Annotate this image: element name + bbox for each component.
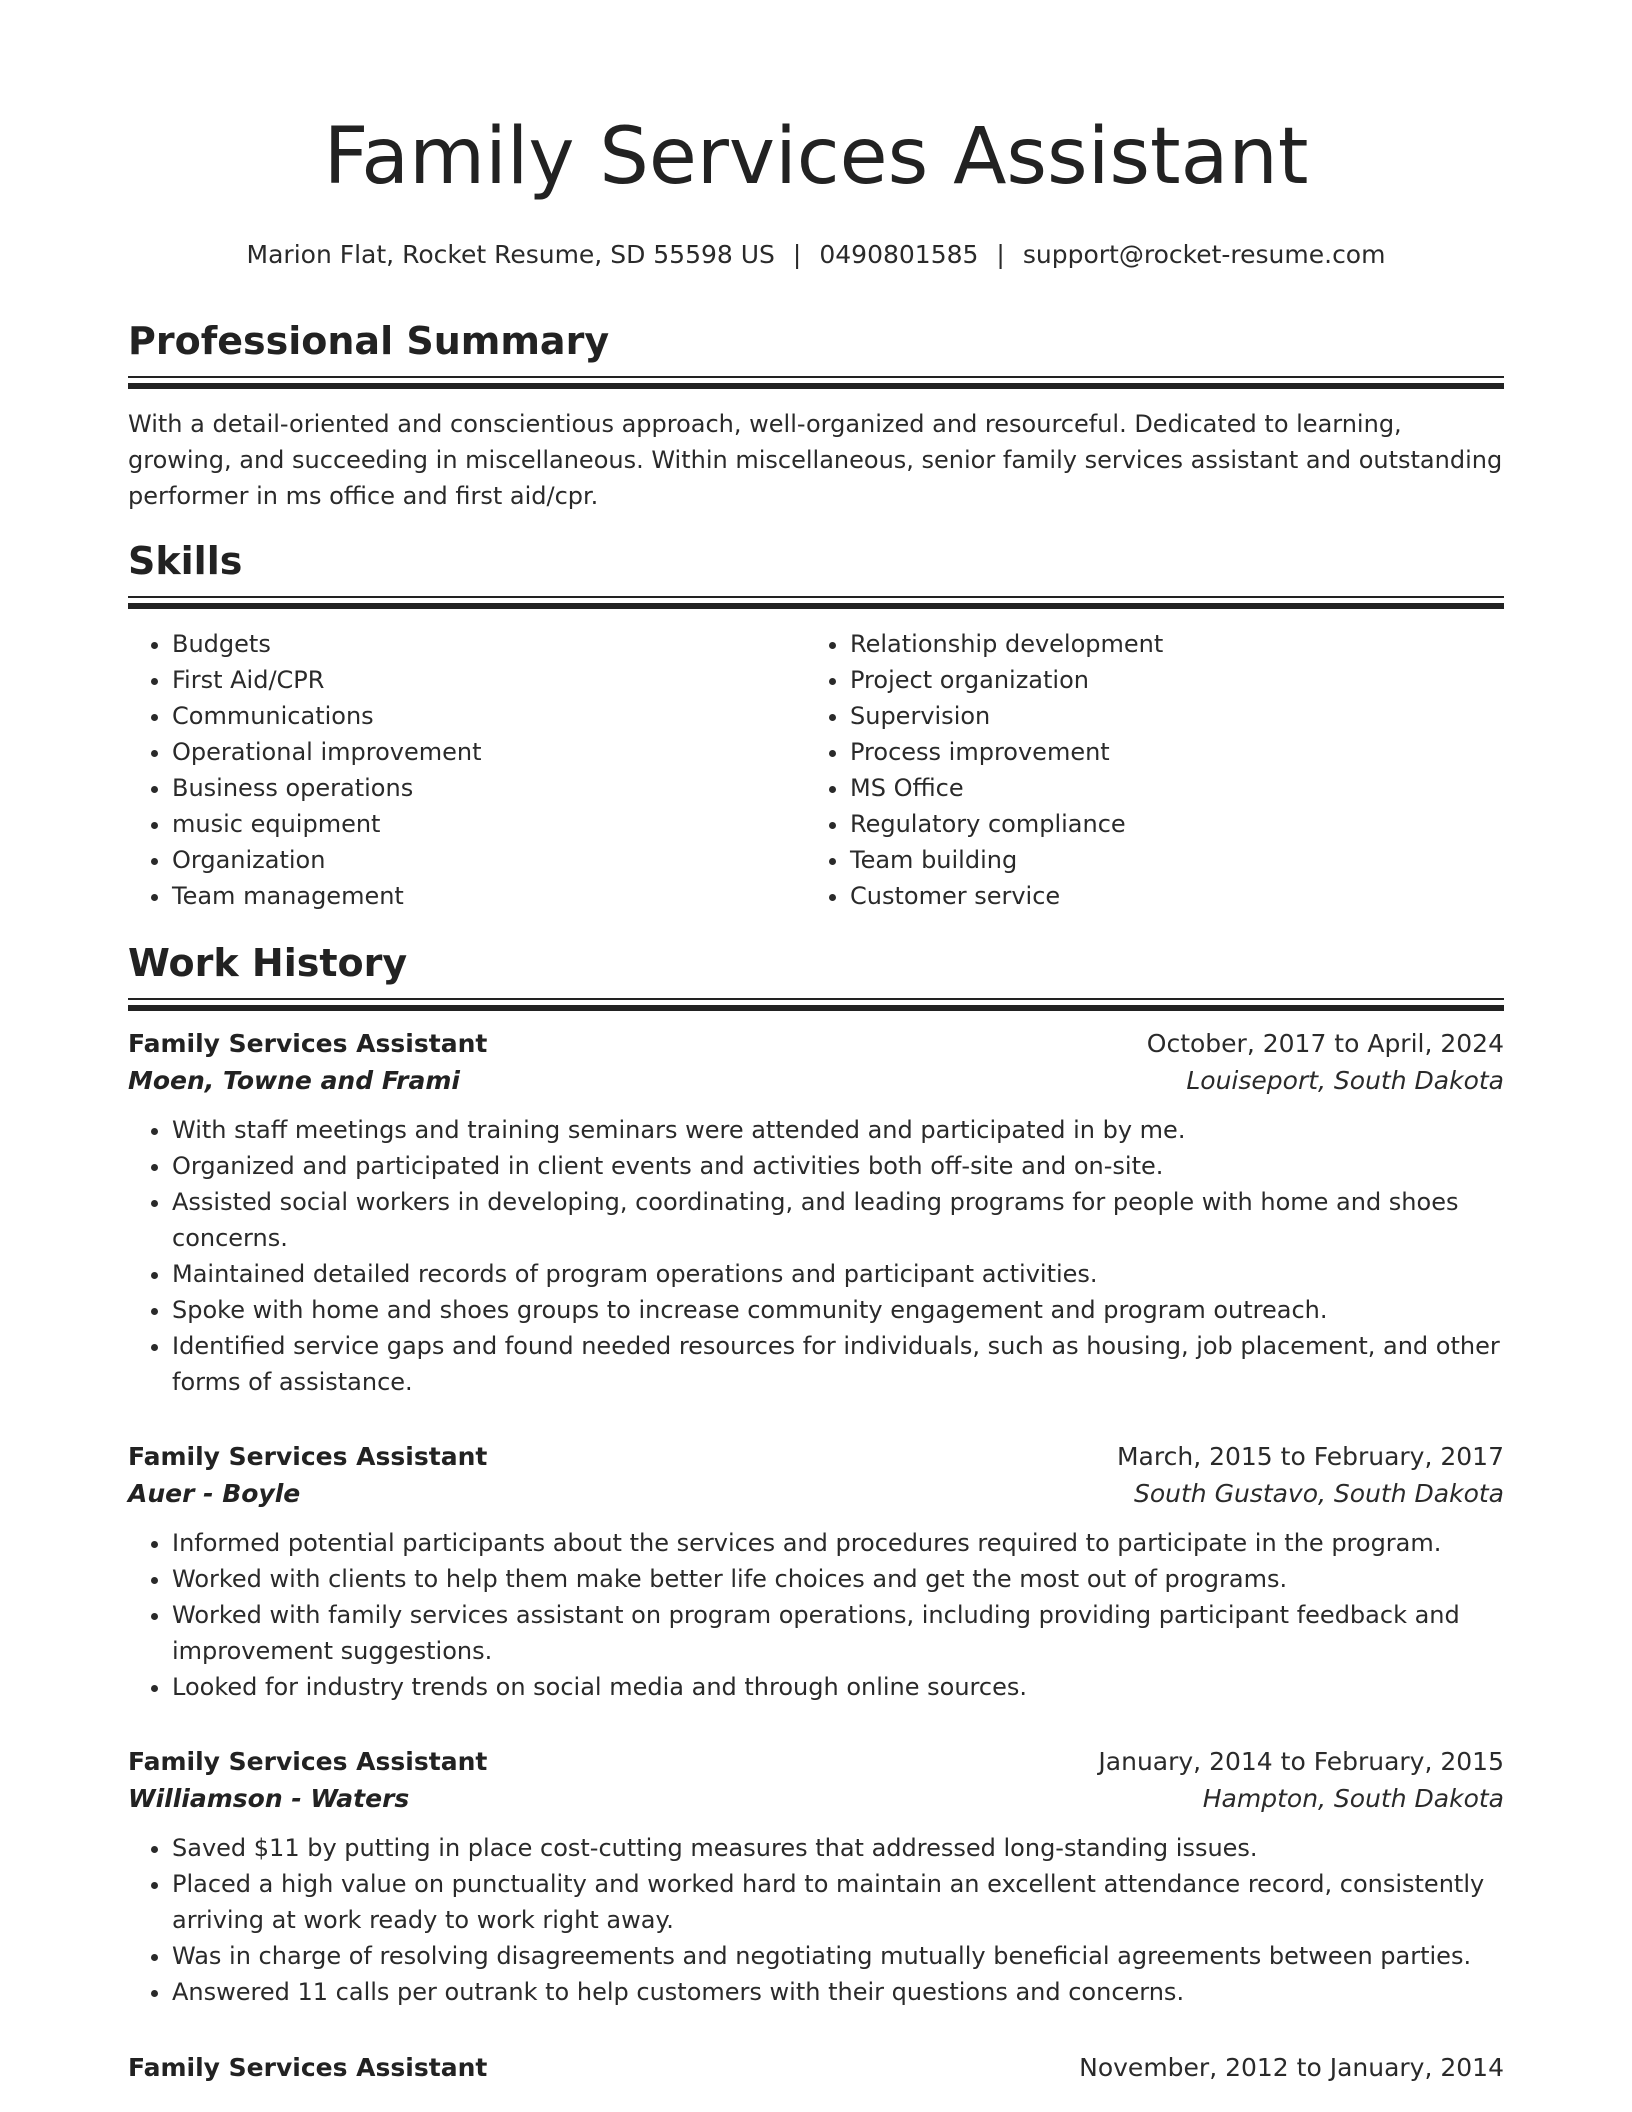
job-company: Auer - Boyle — [128, 1479, 301, 1508]
job-bullet: • Spoke with home and shoes groups to increase community engagement and program outreach. — [172, 1292, 1504, 1328]
skills-section — [128, 539, 1504, 914]
job-bullet: • Looked for industry trends on social media and through online sources. — [172, 1669, 1504, 1705]
contact-line — [0, 240, 1632, 270]
job-dates: October, 2017 to April, 2024 — [1146, 1029, 1504, 1058]
section-divider — [128, 596, 1504, 610]
skill-item: • Communications — [172, 698, 806, 734]
job-bullets — [128, 1112, 1504, 1400]
job-entry — [128, 1439, 1504, 1705]
work-history-section — [128, 941, 1504, 1012]
job-company: Moen, Towne and Frami — [128, 1066, 460, 1095]
job-bullets — [128, 1525, 1504, 1705]
job-header-row — [128, 1026, 1504, 1062]
job-bullet: • Identified service gaps and found needed resources for individuals, such as housing, job placement, and other forms of assistance. — [172, 1328, 1504, 1400]
contact-phone: 0490801585 — [819, 240, 979, 269]
job-location: Hampton, South Dakota — [1202, 1784, 1504, 1813]
skill-item: • Budgets — [172, 626, 806, 662]
job-entry — [128, 2050, 1504, 2086]
skills-list-left — [128, 626, 806, 914]
job-bullet: • With staff meetings and training seminars were attended and participated in by me. — [172, 1112, 1504, 1148]
job-title: Family Services Assistant — [128, 1442, 488, 1471]
skill-item: • Process improvement — [850, 734, 1484, 770]
skill-item: • Business operations — [172, 770, 806, 806]
contact-separator: | — [792, 240, 802, 269]
job-bullet: • Maintained detailed records of program operations and participant activities. — [172, 1256, 1504, 1292]
skill-item: • music equipment — [172, 806, 806, 842]
section-divider — [128, 998, 1504, 1012]
job-company-row — [128, 1062, 1504, 1100]
job-bullet: • Organized and participated in client events and activities both off-site and on-site. — [172, 1148, 1504, 1184]
skills-columns — [128, 626, 1504, 914]
job-title: Family Services Assistant — [128, 1747, 488, 1776]
job-entry — [128, 1026, 1504, 1400]
job-bullet: • Informed potential participants about the services and procedures required to participate in the program. — [172, 1525, 1504, 1561]
section-divider — [128, 376, 1504, 390]
job-entry — [128, 1744, 1504, 2010]
job-header-row — [128, 2050, 1504, 2086]
job-header-row — [128, 1744, 1504, 1780]
job-bullet: • Was in charge of resolving disagreements and negotiating mutually beneficial agreements between parties. — [172, 1938, 1504, 1974]
skill-item: • Team building — [850, 842, 1484, 878]
section-title-summary: Professional Summary — [128, 319, 610, 363]
section-title-skills: Skills — [128, 539, 243, 583]
job-location: Louiseport, South Dakota — [1186, 1066, 1504, 1095]
job-bullet: • Worked with clients to help them make better life choices and get the most out of programs. — [172, 1561, 1504, 1597]
job-location: South Gustavo, South Dakota — [1133, 1479, 1504, 1508]
skill-item: • MS Office — [850, 770, 1484, 806]
job-dates: March, 2015 to February, 2017 — [1116, 1442, 1504, 1471]
resume-name: Family Services Assistant — [323, 112, 1309, 202]
job-company-row — [128, 1780, 1504, 1818]
skill-item: • Project organization — [850, 662, 1484, 698]
skill-item: • Customer service — [850, 878, 1484, 914]
job-bullet: • Worked with family services assistant on program operations, including providing participant feedback and improvement suggestions. — [172, 1597, 1504, 1669]
job-title: Family Services Assistant — [128, 2053, 488, 2082]
contact-address: Marion Flat, Rocket Resume, SD 55598 US — [246, 240, 775, 269]
skill-item: • Organization — [172, 842, 806, 878]
contact-email: support@rocket-resume.com — [1022, 240, 1386, 269]
skill-item: • Relationship development — [850, 626, 1484, 662]
skill-item: • Operational improvement — [172, 734, 806, 770]
skills-list-right — [806, 626, 1484, 914]
section-title-work-history: Work History — [128, 941, 408, 985]
job-title: Family Services Assistant — [128, 1029, 488, 1058]
contact-separator: | — [996, 240, 1005, 269]
job-dates: November, 2012 to January, 2014 — [1079, 2053, 1504, 2082]
summary-text: With a detail-oriented and conscientious approach, well-organized and resourceful. Dedicated to learning, growing, and succeeding in miscellaneous. Within miscellaneous, senior family services assistant and outstanding performer in ms office and first aid/cpr. — [128, 410, 1503, 510]
skill-item: • First Aid/CPR — [172, 662, 806, 698]
skill-item: • Team management — [172, 878, 806, 914]
summary-section — [128, 319, 1504, 514]
job-header-row — [128, 1439, 1504, 1475]
job-company-row — [128, 1475, 1504, 1513]
job-bullet: • Placed a high value on punctuality and worked hard to maintain an excellent attendance record, consistently arriving at work ready to work right away. — [172, 1866, 1504, 1938]
skill-item: • Regulatory compliance — [850, 806, 1484, 842]
job-bullet: • Saved $11 by putting in place cost-cutting measures that addressed long-standing issues. — [172, 1830, 1504, 1866]
job-company: Williamson - Waters — [128, 1784, 410, 1813]
skill-item: • Supervision — [850, 698, 1484, 734]
job-bullets — [128, 1830, 1504, 2010]
job-dates: January, 2014 to February, 2015 — [1098, 1747, 1504, 1776]
job-bullet: • Assisted social workers in developing, coordinating, and leading programs for people with home and shoes concerns. — [172, 1184, 1504, 1256]
job-bullet: • Answered 11 calls per outrank to help customers with their questions and concerns. — [172, 1974, 1504, 2010]
